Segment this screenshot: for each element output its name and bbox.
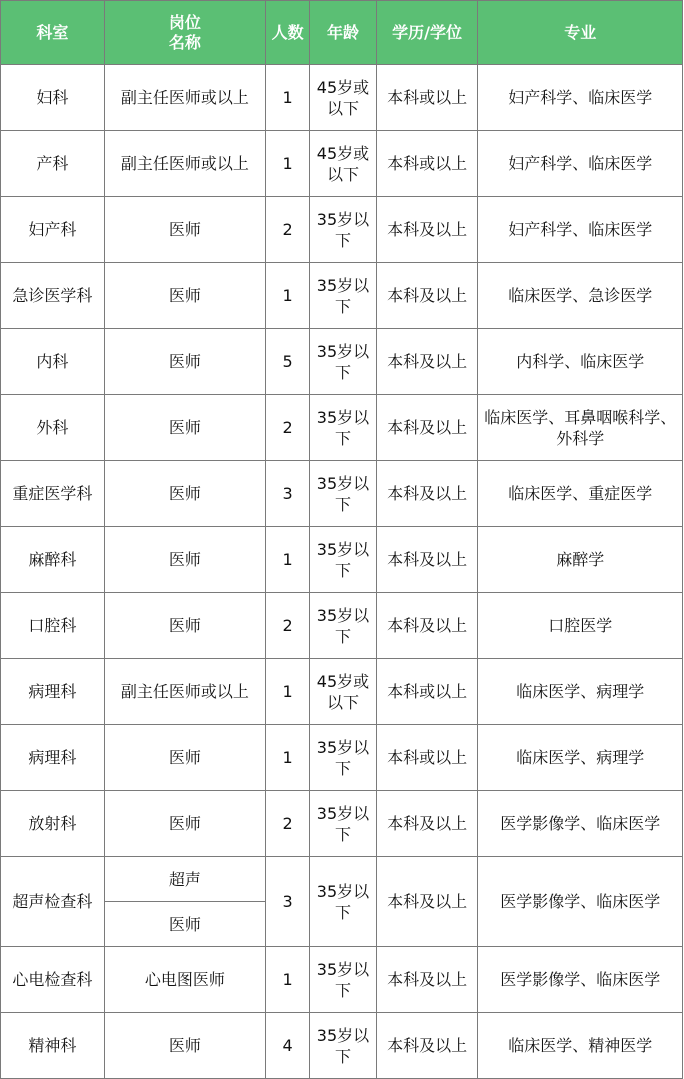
cell-dept: 放射科 [1,791,105,857]
table-row [1,659,683,725]
cell-count: 5 [265,329,309,395]
table-row [1,461,683,527]
cell-count: 1 [265,527,309,593]
header-row [1,1,683,65]
header-position: 岗位 名称 [104,1,265,65]
cell-count: 2 [265,197,309,263]
cell-education: 本科或以上 [376,131,478,197]
cell-education: 本科及以上 [376,263,478,329]
cell-major: 妇产科学、临床医学 [478,131,683,197]
cell-age: 45岁或以下 [310,659,376,725]
table-header [1,1,683,65]
cell-major: 医学影像学、临床医学 [478,857,683,947]
cell-age: 35岁以下 [310,593,376,659]
cell-education: 本科及以上 [376,329,478,395]
cell-education: 本科及以上 [376,395,478,461]
cell-count: 2 [265,593,309,659]
cell-position: 医师 [104,902,265,947]
cell-education: 本科及以上 [376,461,478,527]
cell-education: 本科及以上 [376,791,478,857]
cell-age: 35岁以下 [310,197,376,263]
cell-major: 临床医学、病理学 [478,725,683,791]
cell-position: 医师 [104,461,265,527]
cell-position: 医师 [104,263,265,329]
cell-position: 医师 [104,725,265,791]
cell-count: 1 [265,947,309,1013]
table-row [1,131,683,197]
cell-age: 35岁以下 [310,395,376,461]
cell-position: 医师 [104,593,265,659]
cell-age: 35岁以下 [310,1013,376,1079]
cell-major: 临床医学、重症医学 [478,461,683,527]
cell-age: 35岁以下 [310,791,376,857]
table-row [1,197,683,263]
cell-major: 临床医学、急诊医学 [478,263,683,329]
cell-major: 内科学、临床医学 [478,329,683,395]
cell-dept: 病理科 [1,725,105,791]
cell-age: 45岁或以下 [310,65,376,131]
cell-education: 本科或以上 [376,65,478,131]
table-row [1,263,683,329]
cell-dept: 急诊医学科 [1,263,105,329]
table-row [1,329,683,395]
cell-dept: 妇产科 [1,197,105,263]
table-row [1,527,683,593]
cell-count: 1 [265,725,309,791]
table-row [1,947,683,1013]
cell-count: 2 [265,395,309,461]
cell-position: 医师 [104,395,265,461]
cell-education: 本科或以上 [376,659,478,725]
cell-education: 本科及以上 [376,527,478,593]
cell-dept: 超声检查科 [1,857,105,947]
cell-major: 医学影像学、临床医学 [478,791,683,857]
cell-education: 本科及以上 [376,1013,478,1079]
cell-major: 临床医学、精神医学 [478,1013,683,1079]
table-row [1,1013,683,1079]
cell-major: 医学影像学、临床医学 [478,947,683,1013]
cell-position: 医师 [104,197,265,263]
cell-education: 本科及以上 [376,947,478,1013]
cell-major: 临床医学、耳鼻咽喉科学、外科学 [478,395,683,461]
cell-position: 副主任医师或以上 [104,659,265,725]
cell-age: 35岁以下 [310,527,376,593]
header-major: 专业 [478,1,683,65]
cell-dept: 精神科 [1,1013,105,1079]
cell-age: 35岁以下 [310,329,376,395]
cell-dept: 麻醉科 [1,527,105,593]
header-age: 年龄 [310,1,376,65]
cell-dept: 外科 [1,395,105,461]
cell-position: 医师 [104,527,265,593]
cell-count: 3 [265,857,309,947]
table-row [1,593,683,659]
cell-age: 35岁以下 [310,947,376,1013]
cell-position: 医师 [104,1013,265,1079]
cell-major: 麻醉学 [478,527,683,593]
cell-count: 1 [265,131,309,197]
cell-dept: 病理科 [1,659,105,725]
cell-age: 35岁以下 [310,461,376,527]
cell-major: 口腔医学 [478,593,683,659]
header-count: 人数 [265,1,309,65]
cell-education: 本科或以上 [376,725,478,791]
cell-major: 临床医学、病理学 [478,659,683,725]
cell-count: 1 [265,659,309,725]
cell-dept: 心电检查科 [1,947,105,1013]
cell-count: 1 [265,65,309,131]
cell-count: 2 [265,791,309,857]
cell-education: 本科及以上 [376,197,478,263]
cell-position: 超声 [104,857,265,902]
cell-position: 副主任医师或以上 [104,131,265,197]
cell-count: 3 [265,461,309,527]
cell-position: 副主任医师或以上 [104,65,265,131]
cell-education: 本科及以上 [376,593,478,659]
cell-dept: 内科 [1,329,105,395]
cell-major: 妇产科学、临床医学 [478,65,683,131]
cell-education: 本科及以上 [376,857,478,947]
cell-age: 35岁以下 [310,725,376,791]
header-education: 学历/学位 [376,1,478,65]
cell-dept: 口腔科 [1,593,105,659]
table-row [1,725,683,791]
cell-position: 心电图医师 [104,947,265,1013]
cell-age: 35岁以下 [310,263,376,329]
cell-count: 4 [265,1013,309,1079]
cell-age: 45岁或以下 [310,131,376,197]
cell-dept: 重症医学科 [1,461,105,527]
cell-age: 35岁以下 [310,857,376,947]
cell-major: 妇产科学、临床医学 [478,197,683,263]
table-row [1,791,683,857]
table-row [1,395,683,461]
cell-dept: 妇科 [1,65,105,131]
cell-position: 医师 [104,329,265,395]
cell-dept: 产科 [1,131,105,197]
cell-count: 1 [265,263,309,329]
table-row [1,65,683,131]
cell-position: 医师 [104,791,265,857]
table-body [1,65,683,1079]
table-row [1,857,683,902]
header-dept: 科室 [1,1,105,65]
